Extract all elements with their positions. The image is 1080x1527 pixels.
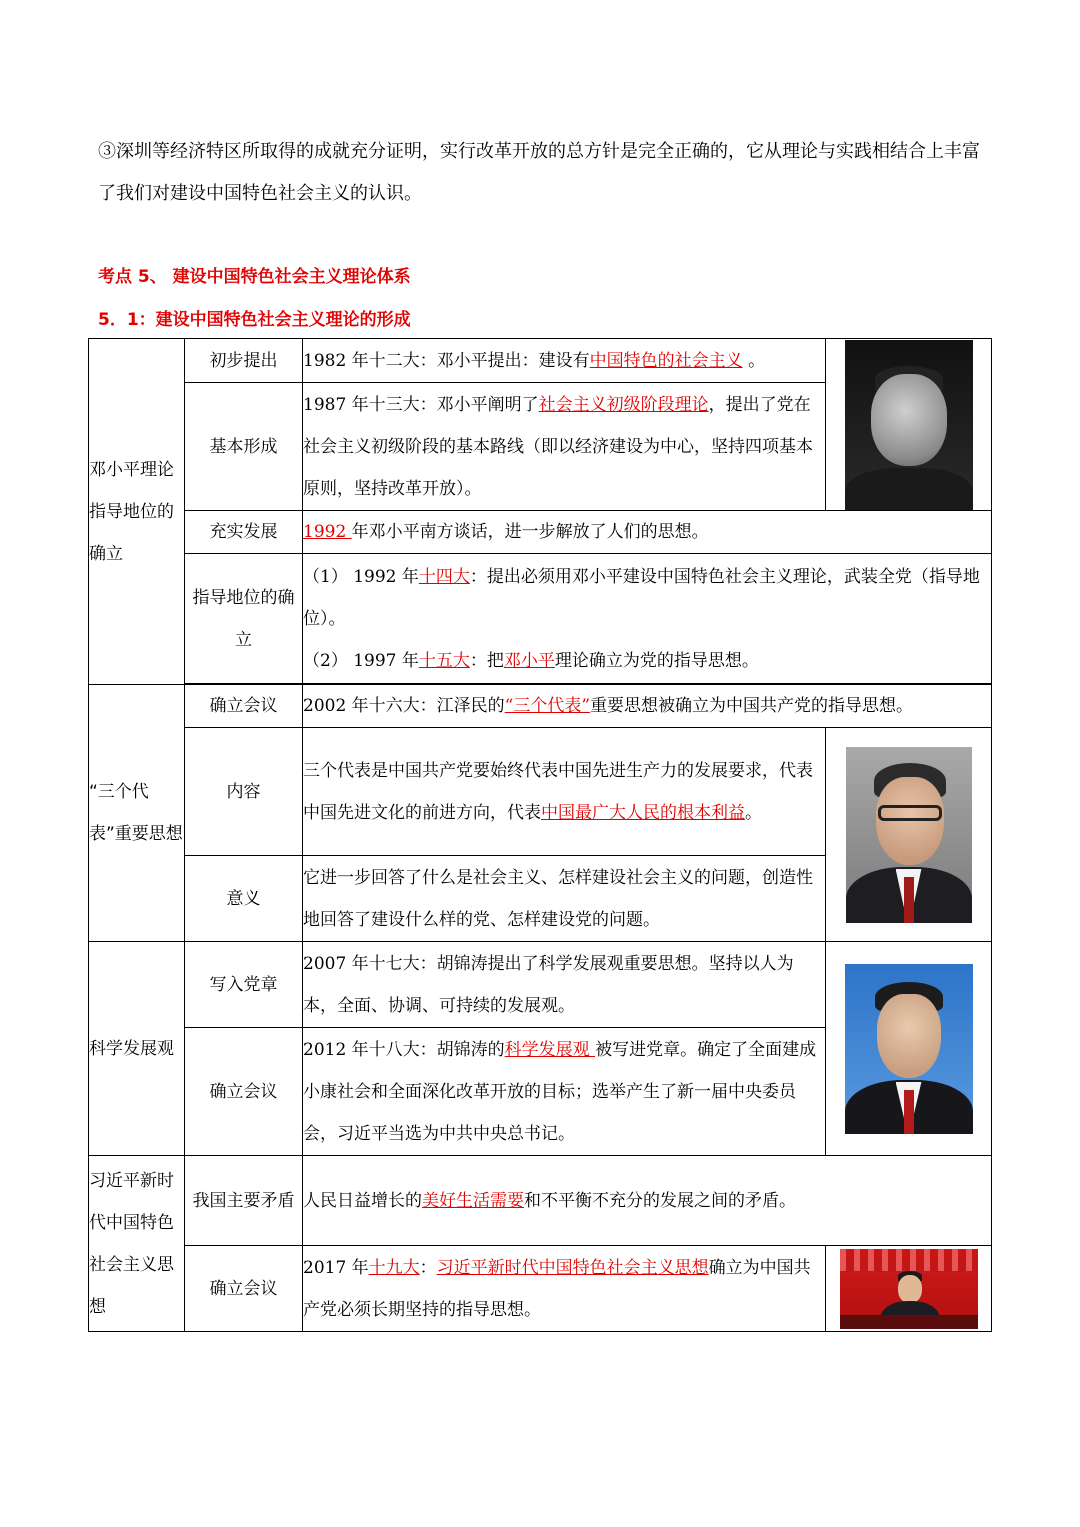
- row-label: 写入党章: [185, 942, 303, 1028]
- list-item: （1） 1992 年十四大：提出必须用邓小平建设中国特色社会主义理论，武装全党（指导地位）。: [303, 566, 980, 629]
- section-title-xi: 习近平新时代中国特色社会主义思想: [89, 1156, 185, 1332]
- row-content: 2007 年十七大：胡锦涛提出了科学发展观重要思想。坚持以人为本，全面、协调、可持续的发展观。: [303, 942, 826, 1028]
- theory-table: [88, 338, 992, 1332]
- list-item: （2） 1997 年十五大：把邓小平理论确立为党的指导思想。: [303, 650, 759, 671]
- section-heading: 考点 5、 建设中国特色社会主义理论体系: [98, 267, 411, 287]
- row-label: 内容: [185, 728, 303, 856]
- table-row: [89, 685, 992, 728]
- row-label: 确立会议: [185, 685, 303, 728]
- row-content: 1982 年十二大：邓小平提出：建设有中国特色的社会主义 。: [303, 339, 826, 383]
- row-content: 2012 年十八大：胡锦涛的科学发展观 被写进党章。确定了全面建成小康社会和全面深化改革开放的目标；选举产生了新一届中央委员会，习近平当选为中共中央总书记。: [303, 1028, 826, 1156]
- portrait-photo: [845, 340, 973, 510]
- table-row: [89, 1156, 992, 1246]
- portrait-photo: [846, 747, 972, 923]
- photo-cell: [826, 339, 992, 511]
- section-title-deng: 邓小平理论指导地位的确立: [89, 339, 185, 685]
- row-content: 三个代表是中国共产党要始终代表中国先进生产力的发展要求，代表中国先进文化的前进方向，代表中国最广大人民的根本利益。: [303, 728, 826, 856]
- table-row: [89, 554, 992, 684]
- photo-cell: [826, 942, 992, 1156]
- row-label: 基本形成: [185, 383, 303, 511]
- table-row: [89, 728, 992, 856]
- intro-paragraph: ③深圳等经济特区所取得的成就充分证明，实行改革开放的总方针是完全正确的，它从理论与实践相结合上丰富了我们对建设中国特色社会主义的认识。: [98, 141, 980, 204]
- photo-cell: [826, 1246, 992, 1332]
- portrait-photo: [845, 964, 973, 1134]
- section-title-three: “三个代表”重要思想: [89, 685, 185, 942]
- table-row: [89, 942, 992, 1028]
- photo-cell: [826, 728, 992, 942]
- row-label: 确立会议: [185, 1246, 303, 1332]
- row-label: 充实发展: [185, 511, 303, 554]
- row-content: 人民日益增长的美好生活需要和不平衡不充分的发展之间的矛盾。: [303, 1156, 992, 1246]
- row-label: 意义: [185, 856, 303, 942]
- row-content: 2017 年十九大：习近平新时代中国特色社会主义思想确立为中国共产党必须长期坚持的指导思想。: [303, 1246, 826, 1332]
- row-content: [303, 554, 992, 684]
- row-content: 1987 年十三大：邓小平阐明了社会主义初级阶段理论，提出了党在社会主义初级阶段的基本路线（即以经济建设为中心，坚持四项基本原则，坚持改革开放）。: [303, 383, 826, 511]
- row-label: 初步提出: [185, 339, 303, 383]
- table-row: [89, 1246, 992, 1332]
- section-title-sci: 科学发展观: [89, 942, 185, 1156]
- row-content: 1992 年邓小平南方谈话，进一步解放了人们的思想。: [303, 511, 992, 554]
- row-label: 我国主要矛盾: [185, 1156, 303, 1246]
- row-content: 它进一步回答了什么是社会主义、怎样建设社会主义的问题，创造性地回答了建设什么样的党、怎样建设党的问题。: [303, 856, 826, 942]
- row-label: 确立会议: [185, 1028, 303, 1156]
- row-content: 2002 年十六大：江泽民的“三个代表”重要思想被确立为中国共产党的指导思想。: [303, 685, 992, 728]
- subsection-heading: 5．1：建设中国特色社会主义理论的形成: [98, 310, 411, 330]
- stage-photo: [840, 1249, 978, 1329]
- table-row: [89, 339, 992, 383]
- table-row: [89, 511, 992, 554]
- row-label: 指导地位的确立: [185, 554, 303, 684]
